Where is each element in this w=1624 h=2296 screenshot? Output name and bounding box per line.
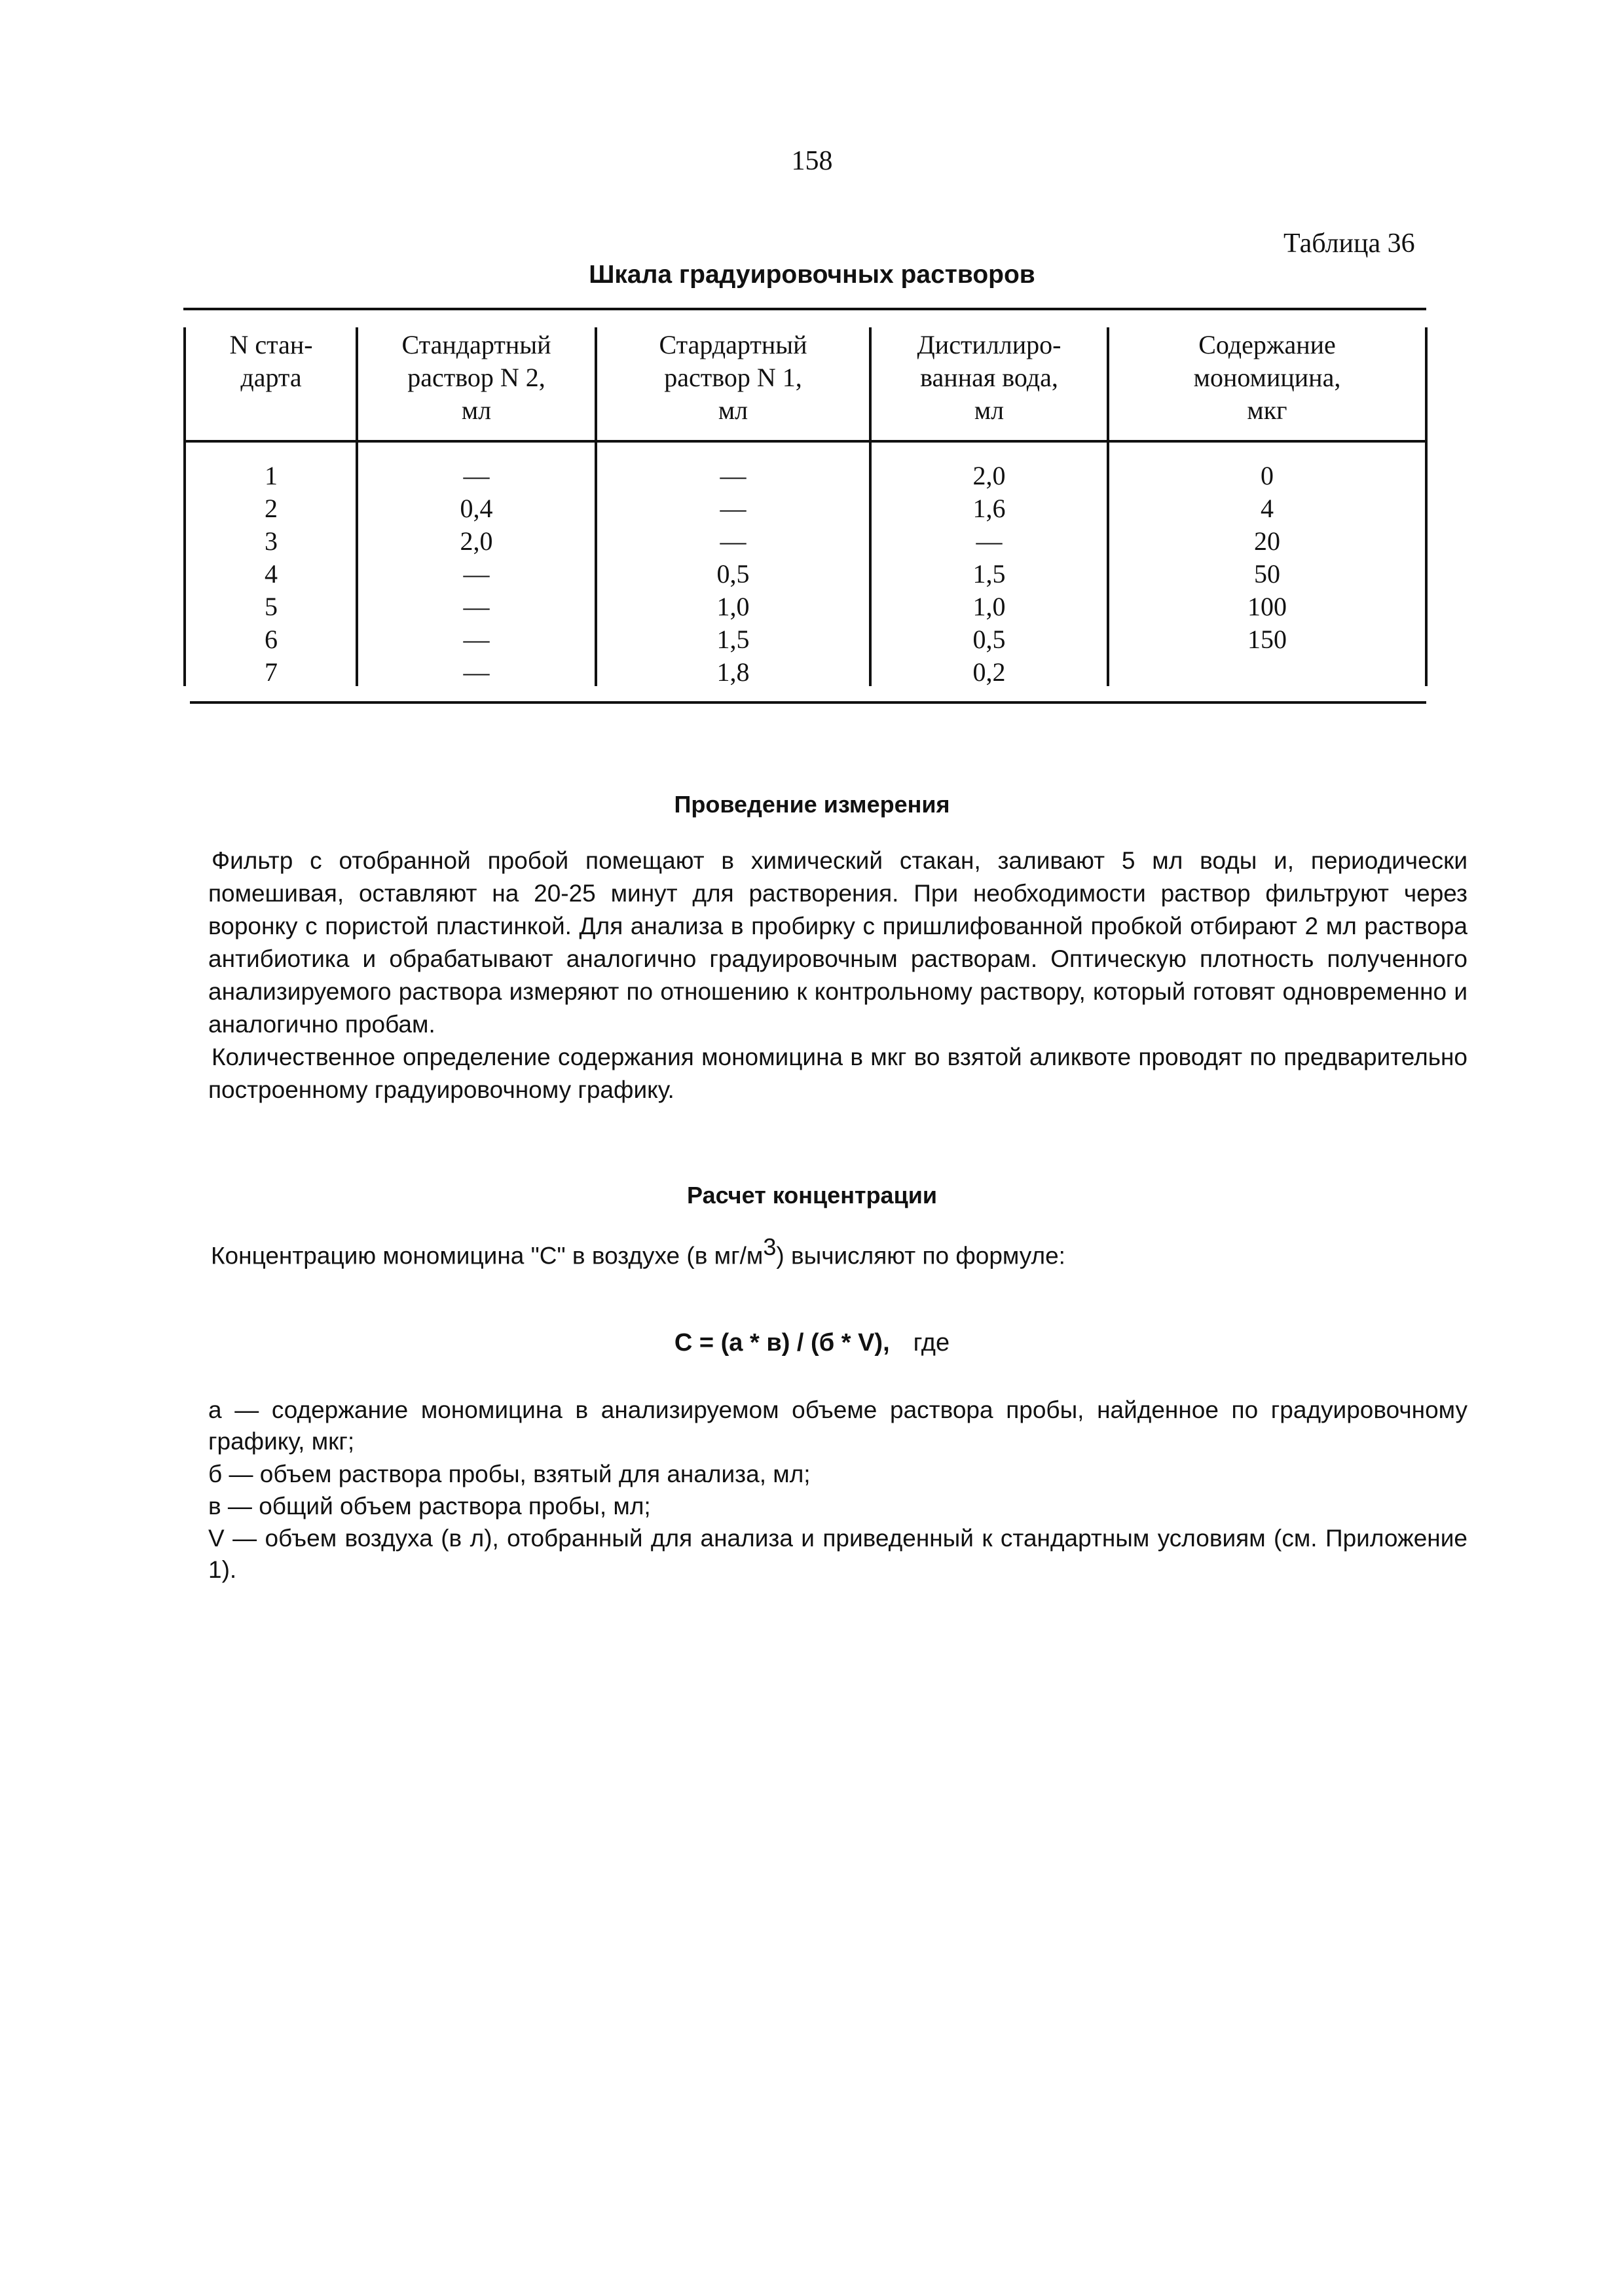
table-title: Шкала градуировочных растворов: [589, 261, 1035, 289]
table-cell: 50: [1254, 559, 1280, 589]
definition-item: б — объем раствора пробы, взятый для анализа, мл;: [208, 1461, 811, 1487]
formula-expression: С = (а * в) / (б * V),: [674, 1329, 890, 1357]
table-header-cell: N стан- дарта: [229, 330, 313, 392]
table-cell: 100: [1247, 592, 1287, 621]
table-header-cell: Стардартный раствор N 1, мл: [659, 330, 807, 425]
section-heading: Проведение измерения: [674, 791, 950, 818]
table-cell: 2: [265, 494, 278, 523]
table-cell: 4: [265, 559, 278, 589]
table-cell: 4: [1261, 494, 1274, 523]
formula-where: где: [913, 1329, 950, 1357]
table-cell: —: [463, 657, 490, 687]
table-cell: —: [720, 461, 747, 490]
table-cell: —: [463, 625, 490, 654]
formula-intro-text: ) вычисляют по формуле:: [776, 1242, 1065, 1269]
definition-item: в — общий объем раствора пробы, мл;: [208, 1493, 651, 1520]
table-cell: 0,5: [716, 559, 750, 589]
table-cell: —: [720, 526, 747, 556]
table-cell: 6: [265, 625, 278, 654]
table-header-rule: [183, 440, 1426, 443]
table-cell: 7: [265, 657, 278, 687]
table-cell: —: [463, 559, 490, 589]
table-cell: 0,5: [972, 625, 1006, 654]
table-left-border: [183, 327, 186, 686]
table-header-cell: Содержание мономицина, мкг: [1193, 330, 1341, 425]
table-cell: 150: [1247, 625, 1287, 654]
table-header-cell: Дистиллиро- ванная вода, мл: [917, 330, 1061, 425]
page-number: 158: [791, 146, 833, 176]
table-cell: —: [463, 592, 490, 621]
definition-item: а — содержание мономицина в анализируемом объеме раствора пробы, найденное по градуировочному графику, мкг;: [208, 1396, 1467, 1455]
table-cell: 1,6: [972, 494, 1006, 523]
table-cell: 2,0: [460, 526, 493, 556]
formula-intro-text: Концентрацию мономицина "С" в воздухе (в мг/м: [211, 1242, 764, 1269]
table-cell: 0,2: [972, 657, 1006, 687]
body-paragraph: Количественное определение содержания мономицина в мкг во взятой аликвоте проводят по предварительно построенному градуировочному графику.: [208, 1044, 1467, 1103]
table-cell: —: [720, 494, 747, 523]
table-cell: 1,0: [972, 592, 1006, 621]
superscript-exponent: 3: [763, 1233, 777, 1260]
table-cell: —: [976, 526, 1003, 556]
definition-item: V — объем воздуха (в л), отобранный для анализа и приведенный к стандартным условиям (см. Приложение 1).: [208, 1525, 1467, 1583]
table-cell: 1: [265, 461, 278, 490]
table-cell: 20: [1254, 526, 1280, 556]
table-cell: 1,0: [716, 592, 750, 621]
table-label: Таблица 36: [1283, 228, 1415, 259]
formula-intro: [211, 1231, 1259, 1272]
table-cell: 0,4: [460, 494, 493, 523]
table-right-border: [1425, 327, 1428, 686]
formula: [0, 1329, 1624, 1357]
table-cell: 1,5: [972, 559, 1006, 589]
table-top-rule: [183, 308, 1426, 310]
table-cell: 0: [1261, 461, 1274, 490]
table-cell: —: [463, 461, 490, 490]
table-cell: 1,8: [716, 657, 750, 687]
table-cell: 3: [265, 526, 278, 556]
table-cell: 2,0: [972, 461, 1006, 490]
body-paragraph: Фильтр с отобранной пробой помещают в химический стакан, заливают 5 мл воды и, периодически помешивая, оставляют на 20-25 минут для растворения. При необходимости раствор фильтруют через воронку с пористой пластинкой. Для анализа в пробирку с пришлифованной пробкой отбирают 2 мл раствора антибиотика и обрабатывают аналогично градуировочным растворам. Оптическую плотность полученного анализируемого раствора измеряют по отношению к контрольному раствору, который готовят одновременно и аналогично пробам.: [208, 847, 1467, 1038]
table-bottom-rule: [190, 701, 1426, 704]
table-cell: 1,5: [716, 625, 750, 654]
table-cell: 5: [265, 592, 278, 621]
section-heading: Расчет концентрации: [687, 1182, 937, 1209]
table-header-cell: Стандартный раствор N 2, мл: [401, 330, 551, 425]
